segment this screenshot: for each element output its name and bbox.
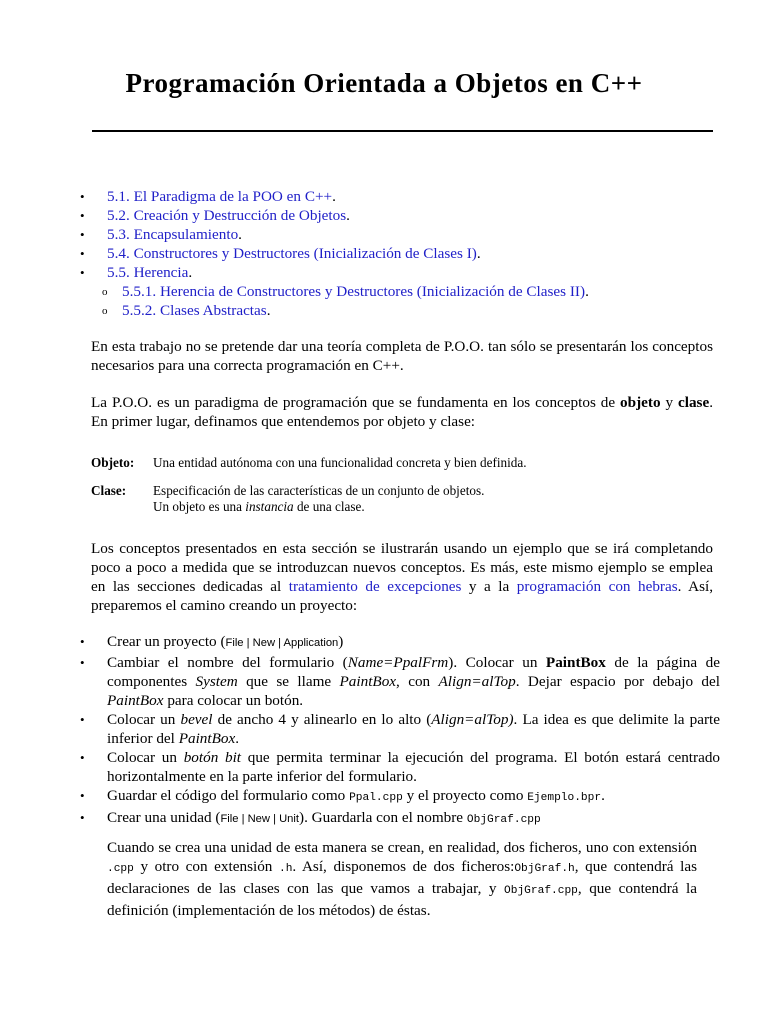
example-paragraph: Los conceptos presentados en esta sección se ilustrarán usando un ejemplo que se irá completando poco a poco a medida que se introduzcan nuevos conceptos. Es más, este mismo ejemplo se emplea en las secciones dedicadas al tratamiento de excepciones y a la programación con hebras. Así, preparemos el camino creando un proyecto: — [91, 540, 713, 614]
definition-term: Clase: — [91, 483, 127, 498]
step-item: • Colocar un bevel de ancho 4 y alinearlo en lo alto (Align=alTop). La idea es que delimite la parte inferior del PaintBox. — [80, 710, 720, 748]
title-divider — [92, 130, 713, 132]
definition-text: Una entidad autónoma con una funcionalidad concreta y bien definida. — [153, 455, 527, 470]
link-excepciones[interactable]: tratamiento de excepciones — [288, 578, 462, 595]
intro-paragraph: En esta trabajo no se pretende dar una teoría completa de P.O.O. tan sólo se presentarán los conceptos necesarios para una correcta programación en C++. — [91, 338, 713, 374]
toc-item: • 5.3. Encapsulamiento. — [80, 225, 720, 244]
poo-paragraph: La P.O.O. es un paradigma de programación que se fundamenta en los conceptos de objeto y clase. En primer lugar, definamos que entendemos por objeto y clase: — [91, 394, 714, 430]
definition-term: Objeto: — [91, 455, 135, 470]
step-item: • Crear una unidad (File | New | Unit). Guardarla con el nombre ObjGraf.cpp — [80, 808, 720, 830]
toc-link-5-5-2[interactable]: 5.5.2. Clases Abstractas — [122, 302, 267, 319]
toc-link-5-5[interactable]: 5.5. Herencia — [107, 264, 189, 281]
toc-item: • 5.2. Creación y Destrucción de Objetos. — [80, 206, 720, 225]
step-item: • Crear un proyecto (File | New | Application) — [80, 632, 720, 653]
toc-link-5-1[interactable]: 5.1. El Paradigma de la POO en C++ — [107, 188, 333, 205]
toc-link-5-5-1[interactable]: 5.5.1. Herencia de Constructores y Destructores (Inicialización de Clases II) — [122, 283, 586, 300]
table-of-contents — [80, 187, 720, 320]
menu-path: File | New | Application — [225, 637, 339, 649]
term-objeto: objeto — [620, 394, 661, 411]
toc-item: • 5.4. Constructores y Destructores (Inicialización de Clases I). — [80, 244, 720, 263]
step-item: • Colocar un botón bit que permita terminar la ejecución del programa. El botón estará centrado horizontalmente en la parte inferior del formulario. — [80, 748, 720, 786]
toc-subitem: o 5.5.2. Clases Abstractas. — [80, 301, 720, 320]
project-steps-list — [80, 632, 720, 830]
toc-subitem: o 5.5.1. Herencia de Constructores y Destructores (Inicialización de Clases II). — [80, 282, 720, 301]
toc-link-5-2[interactable]: 5.2. Creación y Destrucción de Objetos — [107, 207, 347, 224]
final-paragraph: Cuando se crea una unidad de esta manera se crean, en realidad, dos ficheros, uno con extensión .cpp y otro con extensión .h. Así, disponemos de dos ficheros:ObjGraf.h, que contendrá las declaraciones de las clases con las que vamos a trabajar, y ObjGraf.cpp, que contendrá la definición (implementación de los métodos) de éstas. — [107, 839, 697, 919]
filename: Ejemplo.bpr — [527, 792, 602, 804]
term-clase: clase — [678, 394, 710, 411]
definition-objeto — [91, 455, 713, 473]
step-item: • Cambiar el nombre del formulario (Name=PpalFrm). Colocar un PaintBox de la página de componentes System que se llame PaintBox, con Align=alTop. Dejar espacio por debajo del PaintBox para colocar un botón. — [80, 653, 720, 710]
step-item: • Guardar el código del formulario como Ppal.cpp y el proyecto como Ejemplo.bpr. — [80, 786, 720, 808]
filename: ObjGraf.cpp — [466, 814, 541, 826]
toc-item: • 5.1. El Paradigma de la POO en C++. — [80, 187, 720, 206]
page-title: Programación Orientada a Objetos en C++ — [125, 68, 643, 98]
link-hebras[interactable]: programación con hebras — [516, 578, 678, 595]
toc-link-5-4[interactable]: 5.4. Constructores y Destructores (Inicialización de Clases I) — [107, 245, 477, 262]
toc-item: • 5.5. Herencia. — [80, 263, 720, 282]
filename: Ppal.cpp — [349, 792, 403, 804]
definition-text: Especificación de las características de un conjunto de objetos. Un objeto es una instancia de una clase. — [153, 483, 485, 514]
menu-path: File | New | Unit — [220, 813, 300, 825]
toc-link-5-3[interactable]: 5.3. Encapsulamiento — [107, 226, 239, 243]
definition-clase — [91, 483, 713, 517]
